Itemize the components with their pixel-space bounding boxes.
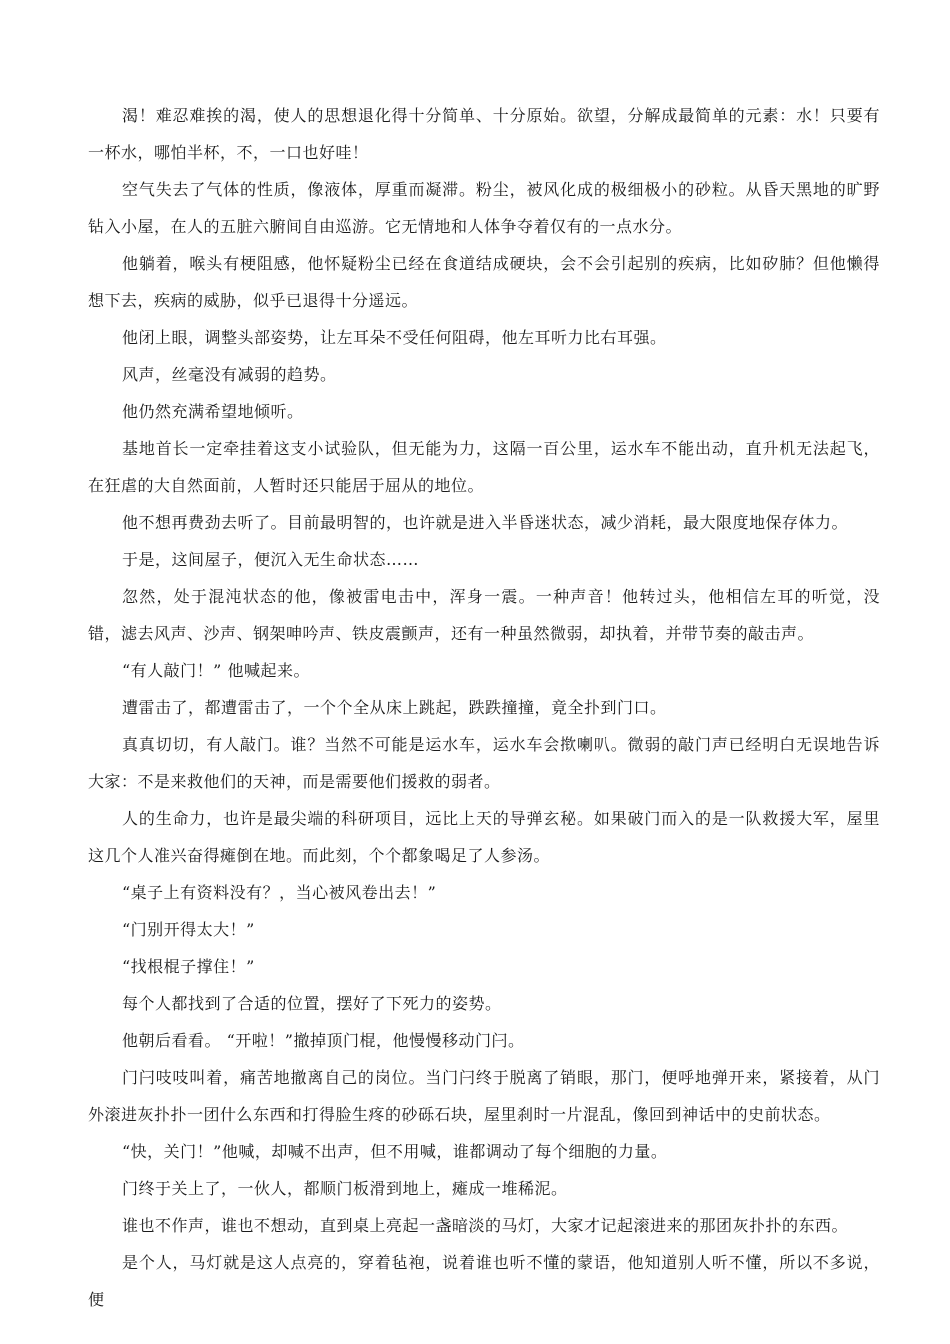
- paragraph: 人的生命力，也许是最尖端的科研项目，远比上天的导弹玄秘。如果破门而入的是一队救援大军，屋里这几个人准兴奋得瘫倒在地。而此刻，个个都象喝足了人参汤。: [88, 809, 880, 865]
- paragraph: 每个人都找到了合适的位置，摆好了下死力的姿势。: [122, 994, 502, 1013]
- article-body: [88, 97, 880, 1318]
- paragraph: 忽然，处于混沌状态的他，像被雷电击中，浑身一震。一种声音！他转过头，他相信左耳的听觉，没错，滤去风声、沙声、钢架呻吟声、铁皮震颤声，还有一种虽然微弱，却执着，并带节奏的敲击声。: [88, 587, 880, 643]
- paragraph: 他朝后看看。 “开啦！”撤掉顶门棍，他慢慢移动门闩。: [122, 1031, 525, 1050]
- paragraph: 门闩吱吱叫着，痛苦地撤离自己的岗位。当门闩终于脱离了销眼，那门，便呼地弹开来，紧接着，从门外滚进灰扑扑一团什么东西和打得脸生疼的砂砾石块，屋里刹时一片混乱，像回到神话中的史前状态。: [88, 1068, 880, 1124]
- paragraph: 他闭上眼，调整头部姿势，让左耳朵不受任何阻碍，他左耳听力比右耳强。: [122, 328, 667, 347]
- paragraph: 基地首长一定牵挂着这支小试验队，但无能为力，这隔一百公里，运水车不能出动，直升机无法起飞，在狂虐的大自然面前，人暂时还只能居于屈从的地位。: [88, 439, 880, 495]
- dialogue-line: “门别开得太大！”: [122, 920, 255, 939]
- paragraph: 渴！难忍难挨的渴，使人的思想退化得十分简单、十分原始。欲望，分解成最简单的元素：水！只要有一杯水，哪怕半杯，不，一口也好哇！: [88, 106, 880, 162]
- paragraph: 于是，这间屋子，便沉入无生命状态……: [122, 550, 420, 569]
- dialogue-line: “找根棍子撑住！”: [122, 957, 255, 976]
- paragraph: 谁也不作声，谁也不想动，直到桌上亮起一盏暗淡的马灯，大家才记起滚进来的那团灰扑扑的东西。: [122, 1216, 849, 1235]
- paragraph: 真真切切，有人敲门。谁？当然不可能是运水车，运水车会揿喇叭。微弱的敲门声已经明白无误地告诉大家：不是来救他们的天神，而是需要他们援救的弱者。: [88, 735, 880, 791]
- paragraph: 他躺着，喉头有梗阻感，他怀疑粉尘已经在食道结成硬块，会不会引起别的疾病，比如矽肺？但他懒得想下去，疾病的威胁，似乎已退得十分遥远。: [88, 254, 880, 310]
- dialogue-line: “快，关门！”他喊，却喊不出声，但不用喊，谁都调动了每个细胞的力量。: [122, 1142, 668, 1161]
- paragraph: 他仍然充满希望地倾听。: [122, 402, 304, 421]
- paragraph: 空气失去了气体的性质，像液体，厚重而凝滞。粉尘，被风化成的极细极小的砂粒。从昏天黑地的旷野钻入小屋，在人的五脏六腑间自由巡游。它无情地和人体争夺着仅有的一点水分。: [88, 180, 880, 236]
- dialogue-line: “有人敲门！” 他喊起来。: [122, 661, 310, 680]
- dialogue-line: “桌子上有资料没有？，当心被风卷出去！”: [122, 883, 437, 902]
- paragraph: 遭雷击了，都遭雷击了，一个个全从床上跳起，跌跌撞撞，竟全扑到门口。: [122, 698, 667, 717]
- paragraph: 风声，丝毫没有减弱的趋势。: [122, 365, 337, 384]
- paragraph: 门终于关上了，一伙人，都顺门板滑到地上，瘫成一堆稀泥。: [122, 1179, 568, 1198]
- paragraph: 是个人，马灯就是这人点亮的，穿着毡袍，说着谁也听不懂的蒙语，他知道别人听不懂，所以不多说，便: [88, 1253, 880, 1309]
- paragraph: 他不想再费劲去听了。目前最明智的，也许就是进入半昏迷状态，减少消耗，最大限度地保存体力。: [122, 513, 849, 532]
